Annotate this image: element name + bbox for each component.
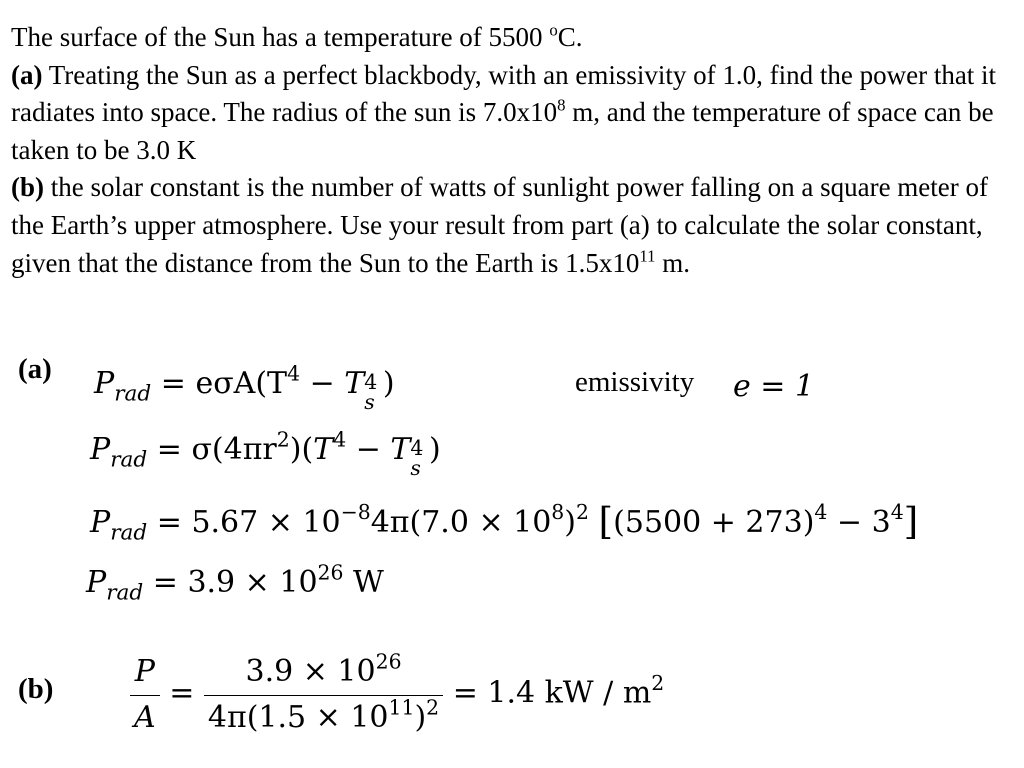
equation-3-square: 2 (576, 500, 589, 525)
equation-3-minus: − 3 (827, 504, 891, 540)
equation-3-start: = 5.67 × 10 (156, 504, 341, 540)
equation-b: $\frac{P}{A}$ = $\frac{3.9 \times 10^{26}}{4\pi(1.5 \times 10^{11})^2}$ = 1.4 kW / $m^2$ (130, 654, 664, 735)
equation-3-close: ) (564, 504, 576, 540)
equation-3: $P_{rad} = 5.67 \times 10^{-8}4\pi(7.0 \times 10^8)^2$ $[(5500 + 273)^4 - 3^4]$ (90, 499, 919, 546)
equation-4: $P_{rad} = 3.9 \times 10^{26}$ W (86, 560, 384, 606)
equation-1: $P_{rad} = e\sigma A(T^4 - T$ 4 s ) (94, 361, 395, 414)
part-a-label: (a) (11, 59, 43, 90)
fraction-denominator-exp: 11 (388, 695, 415, 720)
fraction-power-over-area (204, 649, 443, 735)
equation-3-pow4: 4 (814, 500, 828, 525)
fraction-p-over-a (130, 654, 160, 735)
part-b-label: (b) (11, 172, 44, 203)
equation-3-bracket: (5500 + 273) (613, 504, 815, 540)
fraction-numerator: 3.9 × 10 (245, 654, 376, 689)
problem-intro-end: C. (557, 22, 583, 52)
equation-1-body: = eσA(T (160, 366, 288, 401)
equation-3-exp: −8 (340, 500, 371, 525)
result-unit-exp: 2 (651, 670, 665, 695)
equation-3-pow4b: 4 (890, 500, 904, 525)
equation-4-value: = 3.9 × 10 (152, 565, 318, 600)
fraction-p: P (134, 654, 155, 689)
equation-2: $P_{rad} = \sigma(4\pi r^2)(T^4 - T$ 4 s ) (90, 427, 441, 480)
fraction-a: A (134, 700, 156, 735)
problem-statement (11, 19, 1011, 282)
solution-part-b-label: (b) (18, 673, 54, 705)
fraction-denominator: 4π(1.5 × 10 (207, 700, 389, 735)
equation-2-body: = σ(4πr (156, 432, 277, 467)
part-a-text-end: m, and the temperature of space can be taken to be 3.0 K (11, 97, 994, 165)
solution-part-a-label: (a) (18, 353, 52, 385)
problem-intro: The surface of the Sun has a temperature of 5500 (11, 22, 550, 52)
equation-3-exp2: 8 (551, 500, 565, 525)
part-b-text: the solar constant is the number of watts of sunlight power falling on a square meter of the Earth’s upper atmosphere. Use your result from part (a) to calculate the solar constant, given that the distance from the Sun to the Earth is 1.5x10 (11, 172, 989, 278)
emissivity-value: e = 1 (733, 369, 815, 404)
fraction-denominator-square: 2 (426, 695, 440, 720)
equation-4-unit: W (353, 565, 384, 600)
fraction-numerator-exp: 26 (375, 649, 402, 674)
emissivity-label: emissivity (575, 366, 695, 398)
fraction-denominator-close: ) (414, 700, 427, 735)
part-a-text: Treating the Sun as a perfect blackbody, with an emissivity of 1.0, find the power that it radiates into space. The radius of the sun is 7.0x10 (11, 59, 997, 128)
solar-constant-result: = 1.4 kW / m (452, 675, 652, 711)
equation-3-mid: 4π(7.0 × 10 (370, 504, 552, 540)
distance-exponent: 11 (639, 246, 656, 266)
degree-sign: o (549, 20, 558, 40)
radius-exponent: 8 (557, 95, 566, 115)
equation-4-exp: 26 (317, 560, 344, 585)
part-b-text-end: m. (655, 247, 691, 278)
